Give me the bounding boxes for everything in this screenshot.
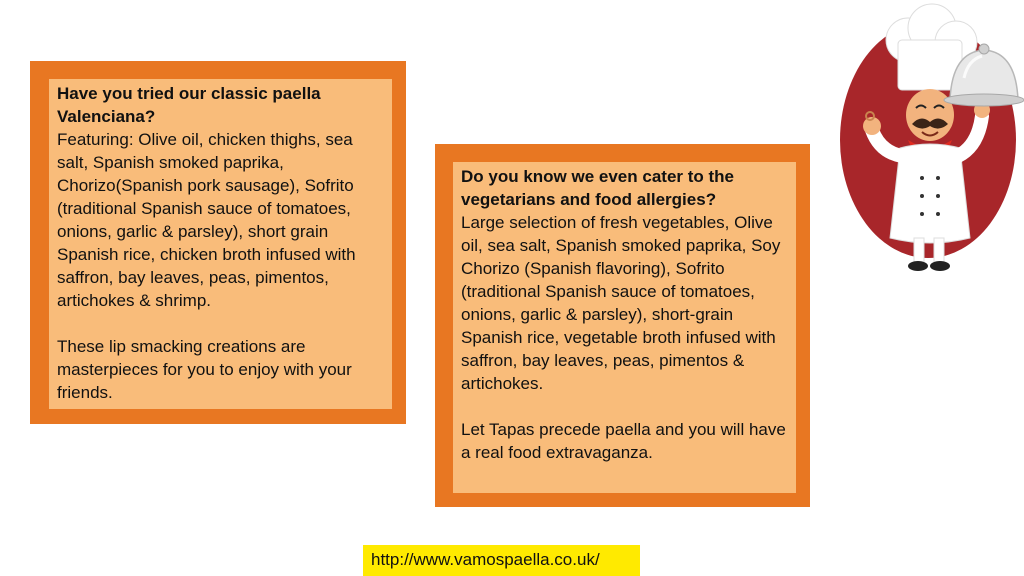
classic-paella-question: Have you tried our classic paella Valenciana?	[57, 84, 321, 126]
vegetarian-paella-card-content	[453, 162, 796, 493]
vegetarian-ingredients: Large selection of fresh vegetables, Olive oil, sea salt, Spanish smoked paprika, Soy Chorizo (Spanish flavoring), Sofrito (traditional Spanish sauce of tomatoes, onions, garlic & parsley), short-grain Spanish rice, vegetable broth infused with saffron, bay leaves, peas, pimentos & artichokes.	[461, 213, 781, 393]
vegetarian-question: Do you know we even cater to the vegetarians and food allergies?	[461, 167, 735, 209]
vegetarian-paella-card	[435, 144, 810, 507]
chef-with-cloche-icon	[830, 0, 1024, 280]
classic-paella-card-content	[49, 79, 392, 409]
paragraph-gap	[57, 312, 384, 335]
website-link[interactable]: http://www.vamospaella.co.uk/	[363, 545, 640, 576]
classic-paella-closing: These lip smacking creations are masterpieces for you to enjoy with your friends.	[57, 337, 352, 402]
classic-paella-ingredients: Featuring: Olive oil, chicken thighs, sea salt, Spanish smoked paprika, Chorizo(Spanish pork sausage), Sofrito (traditional Spanish sauce of tomatoes, onions, garlic & parsley), short grain Spanish rice, chicken broth infused with saffron, bay leaves, peas, pimentos, artichokes & shrimp.	[57, 130, 356, 310]
classic-paella-card	[30, 61, 406, 424]
vegetarian-closing: Let Tapas precede paella and you will have a real food extravaganza.	[461, 420, 786, 462]
paragraph-gap	[461, 395, 788, 418]
